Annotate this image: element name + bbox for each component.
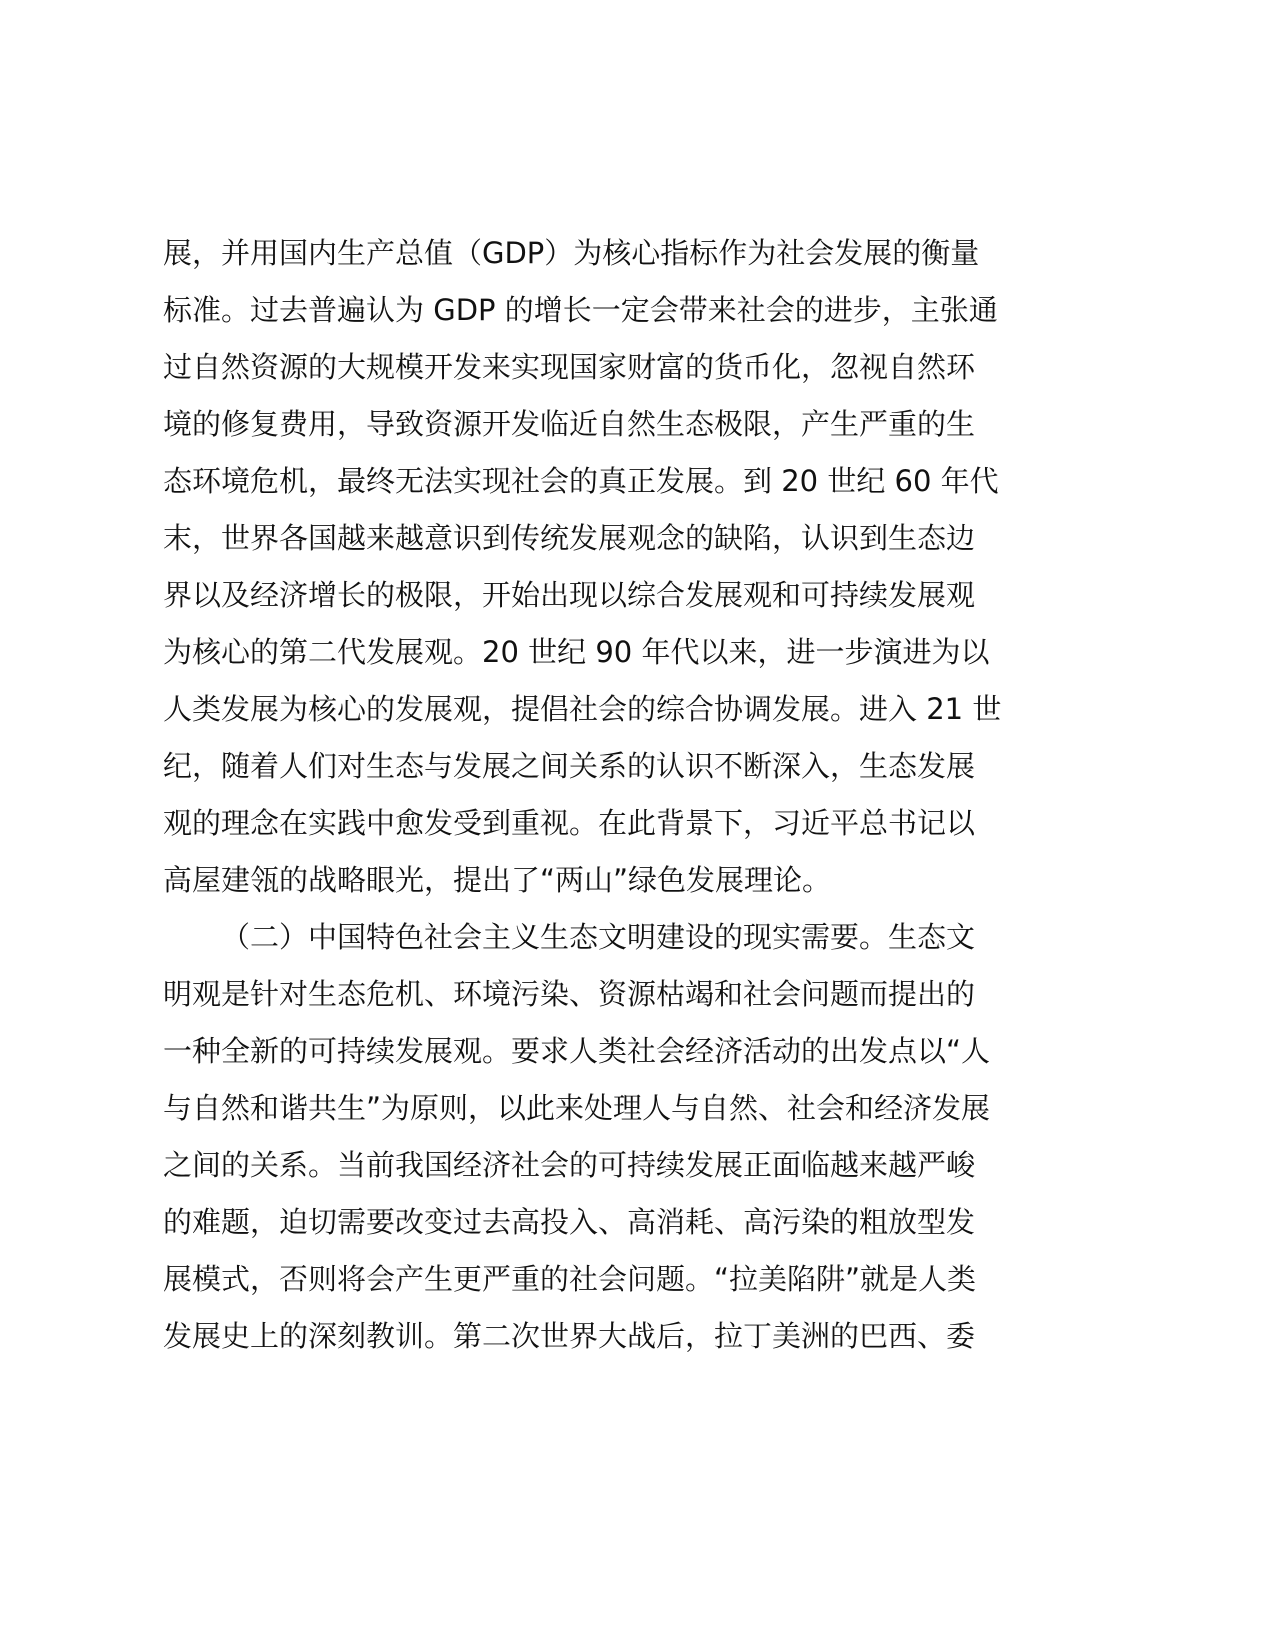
text-line-8: 为核心的第二代发展观。20 世纪 90 年代以来，进一步演进为以 xyxy=(163,635,990,669)
text-line-3: 过自然资源的大规模开发来实现国家财富的货币化，忽视自然环 xyxy=(163,350,976,384)
text-line-20: 发展史上的深刻教训。第二次世界大战后，拉丁美洲的巴西、委 xyxy=(163,1319,976,1353)
text-line-2: 标准。过去普遍认为 GDP 的增长一定会带来社会的进步，主张通 xyxy=(163,293,998,327)
text-line-10: 纪，随着人们对生态与发展之间关系的认识不断深入，生态发展 xyxy=(163,749,976,783)
text-line-19: 展模式，否则将会产生更严重的社会问题。“拉美陷阱”就是人类 xyxy=(163,1262,977,1296)
text-line-12: 高屋建瓴的战略眼光，提出了“两山”绿色发展理论。 xyxy=(163,863,832,897)
text-line-11: 观的理念在实践中愈发受到重视。在此背景下，习近平总书记以 xyxy=(163,806,976,840)
text-line-17: 之间的关系。当前我国经济社会的可持续发展正面临越来越严峻 xyxy=(163,1148,976,1182)
text-line-15: 一种全新的可持续发展观。要求人类社会经济活动的出发点以“人 xyxy=(163,1034,991,1068)
body-text xyxy=(163,225,1123,1365)
text-line-4: 境的修复费用，导致资源开发临近自然生态极限，产生严重的生 xyxy=(163,407,976,441)
text-line-9: 人类发展为核心的发展观，提倡社会的综合协调发展。进入 21 世 xyxy=(163,692,1002,726)
text-line-14: 明观是针对生态危机、环境污染、资源枯竭和社会问题而提出的 xyxy=(163,977,976,1011)
text-line-6: 末，世界各国越来越意识到传统发展观念的缺陷，认识到生态边 xyxy=(163,521,976,555)
text-line-7: 界以及经济增长的极限，开始出现以综合发展观和可持续发展观 xyxy=(163,578,976,612)
text-line-1: 展，并用国内生产总值（GDP）为核心指标作为社会发展的衡量 xyxy=(163,236,980,270)
text-line-16: 与自然和谐共生”为原则，以此来处理人与自然、社会和经济发展 xyxy=(163,1091,991,1125)
text-line-5: 态环境危机，最终无法实现社会的真正发展。到 20 世纪 60 年代 xyxy=(163,464,999,498)
section-heading-line: （二）中国特色社会主义生态文明建设的现实需要。生态文 xyxy=(221,920,976,954)
text-line-18: 的难题，迫切需要改变过去高投入、高消耗、高污染的粗放型发 xyxy=(163,1205,976,1239)
